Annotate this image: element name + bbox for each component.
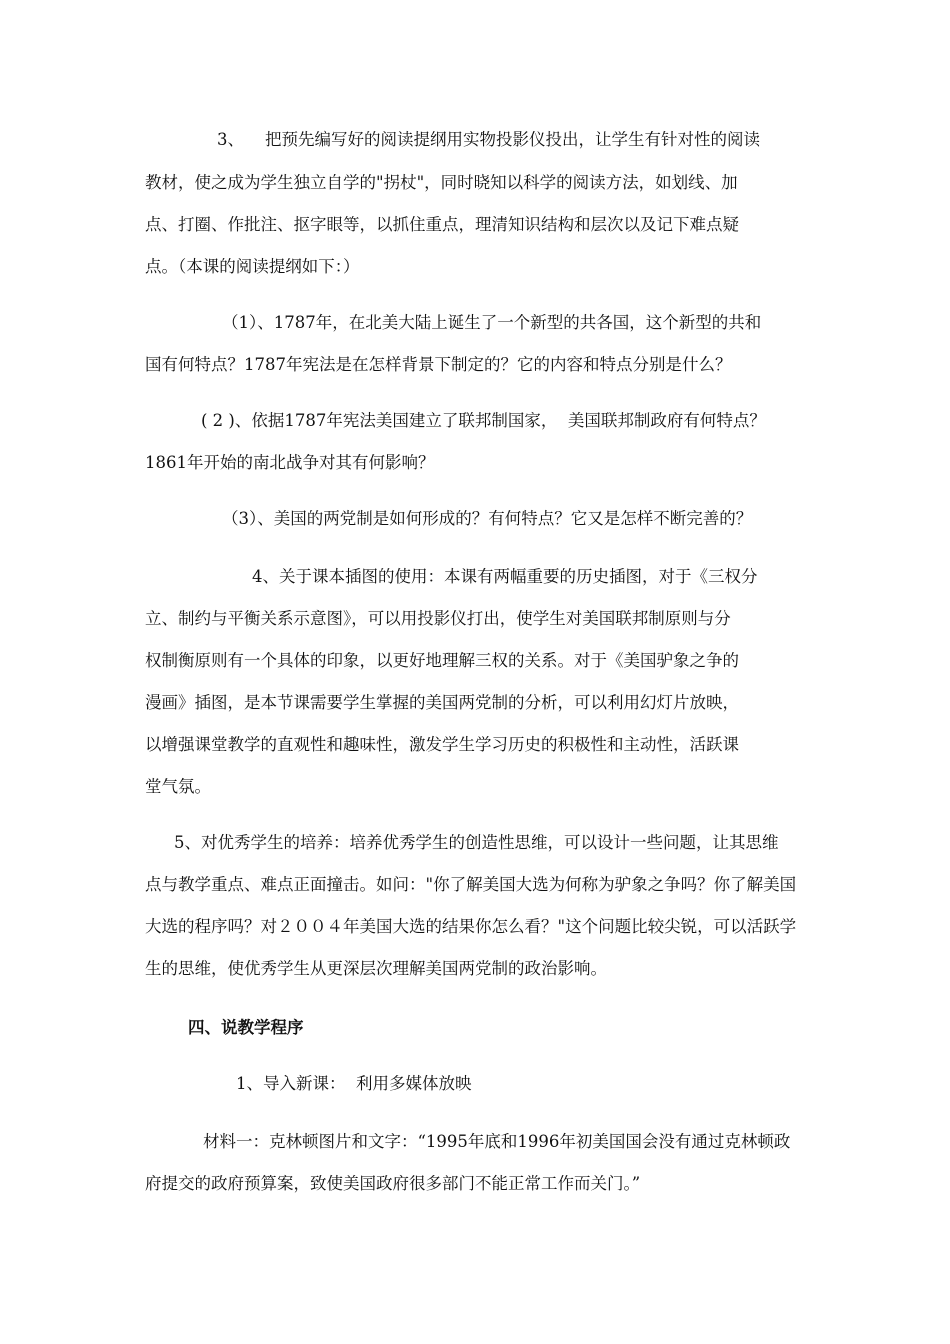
paragraph-line: 点与教学重点、难点正面撞击。如问："你了解美国大选为何称为驴象之争吗？你了解美国: [145, 875, 797, 894]
paragraph-line: 以增强课堂教学的直观性和趣味性，激发学生学习历史的积极性和主动性，活跃课: [145, 735, 739, 754]
paragraph-line: 1861年开始的南北战争对其有何影响？: [145, 453, 435, 472]
paragraph-line: 堂气氛。: [145, 777, 211, 796]
paragraph-line: 点、打圈、作批注、抠字眼等，以抓住重点，理清知识结构和层次以及记下难点疑: [145, 215, 739, 234]
paragraph-line: 材料一：克林顿图片和文字：“1995年底和1996年初美国国会没有通过克林顿政: [203, 1132, 791, 1151]
paragraph-line: （1）、1787年，在北美大陆上诞生了一个新型的共各国，这个新型的共和: [222, 313, 762, 332]
paragraph-line: 生的思维，使优秀学生从更深层次理解美国两党制的政治影响。: [145, 959, 607, 978]
paragraph-line: 立、制约与平衡关系示意图》，可以用投影仪打出，使学生对美国联邦制原则与分: [145, 609, 731, 628]
intro-line: 1、导入新课： 利用多媒体放映: [236, 1074, 472, 1093]
paragraph-line: 府提交的政府预算案，致使美国政府很多部门不能正常工作而关门。”: [145, 1174, 641, 1193]
paragraph-line: 国有何特点？1787年宪法是在怎样背景下制定的？它的内容和特点分别是什么？: [145, 355, 732, 374]
paragraph-line: 4、关于课本插图的使用：本课有两幅重要的历史插图，对于《三权分: [252, 567, 758, 586]
paragraph-line: 漫画》插图，是本节课需要学生掌握的美国两党制的分析，可以利用幻灯片放映，: [145, 693, 739, 712]
paragraph-line: 权制衡原则有一个具体的印象，以更好地理解三权的关系。对于《美国驴象之争的: [145, 651, 739, 670]
paragraph-line: 5、对优秀学生的培养：培养优秀学生的创造性思维，可以设计一些问题，让其思维: [174, 833, 779, 852]
paragraph-line: 教材，使之成为学生独立自学的"拐杖"，同时晓知以科学的阅读方法，如划线、加: [145, 173, 738, 192]
paragraph-line: 大选的程序吗？对２００４年美国大选的结果你怎么看？"这个问题比较尖锐，可以活跃学: [145, 917, 797, 936]
paragraph-line: （3）、美国的两党制是如何形成的？有何特点？它又是怎样不断完善的？: [222, 509, 753, 528]
paragraph-line: 点。（本课的阅读提纲如下：）: [145, 257, 360, 276]
paragraph-line: 3、 把预先编写好的阅读提纲用实物投影仪投出，让学生有针对性的阅读: [217, 130, 760, 149]
paragraph-line: ( 2 )、依据1787年宪法美国建立了联邦制国家， 美国联邦制政府有何特点？: [201, 411, 766, 430]
section-heading: 四、说教学程序: [188, 1018, 304, 1037]
